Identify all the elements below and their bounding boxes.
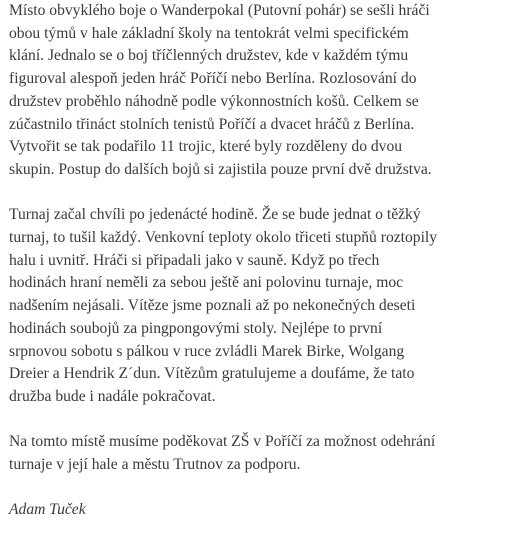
paragraph-line: družstev proběhlo náhodně podle výkonnostních košů. Celkem se [9, 92, 419, 110]
paragraph-gap [9, 409, 514, 432]
author-signature: Adam Tuček [9, 501, 86, 519]
paragraph-line: Turnaj začal chvíli po jedenácté hodině. Že se bude jednat o těžký [9, 206, 421, 224]
paragraph-line: srpnovou sobotu s pálkou v ruce zvládli Marek Birke, Wolgang [9, 342, 405, 360]
paragraph-line: Vytvořit se tak podařilo 11 trojic, které byly rozděleny do dvou [9, 138, 403, 156]
paragraph-line: klání. Jednalo se o boj tříčlenných družstev, kde v každém týmu [9, 47, 409, 65]
paragraph-gap [9, 182, 514, 205]
paragraph-line: obou týmů v hale základní školy na tentokrát velmi specifickém [9, 24, 409, 42]
paragraph-line: hodinách hraní neměli za sebou ještě ani polovinu turnaje, moc [9, 274, 404, 292]
paragraph-line: skupin. Postup do dalších bojů si zajistila pouze první dvě družstva. [9, 160, 432, 178]
paragraph-line: zúčastnilo třináct stolních tenistů Poříčí a dvacet hráčů z Berlína. [9, 115, 415, 133]
paragraph-line: halu i uvnitř. Hráči si připadali jako v sauně. Když po třech [9, 251, 380, 269]
paragraph-3 [9, 431, 514, 476]
paragraph-line: Na tomto místě musíme poděkovat ZŠ v Poříčí za možnost odehrání [9, 433, 436, 451]
paragraph-gap [9, 477, 514, 500]
paragraph-line: hodinách soubojů za pingpongovými stoly. Nejlépe to první [9, 319, 383, 337]
paragraph-2 [9, 204, 514, 408]
paragraph-line: turnaje v její hale a městu Trutnov za podporu. [9, 456, 301, 474]
paragraph-1 [9, 0, 514, 182]
paragraph-line: turnaj, to tušil každý. Venkovní teploty okolo třiceti stupňů roztopily [9, 229, 438, 247]
article-body [9, 0, 514, 522]
paragraph-line: družba bude i nadále pokračovat. [9, 387, 216, 405]
paragraph-line: Dreier a Hendrik Z´dun. Vítězům gratulujeme a doufáme, že tato [9, 365, 415, 383]
paragraph-line: nadšením nejásali. Vítěze jsme poznali až po nekonečných deseti [9, 297, 416, 315]
paragraph-line: Místo obvyklého boje o Wanderpokal (Putovní pohár) se sešli hráči [9, 2, 430, 19]
paragraph-line: figuroval alespoň jeden hráč Poříčí nebo Berlína. Rozlosování do [9, 70, 417, 88]
